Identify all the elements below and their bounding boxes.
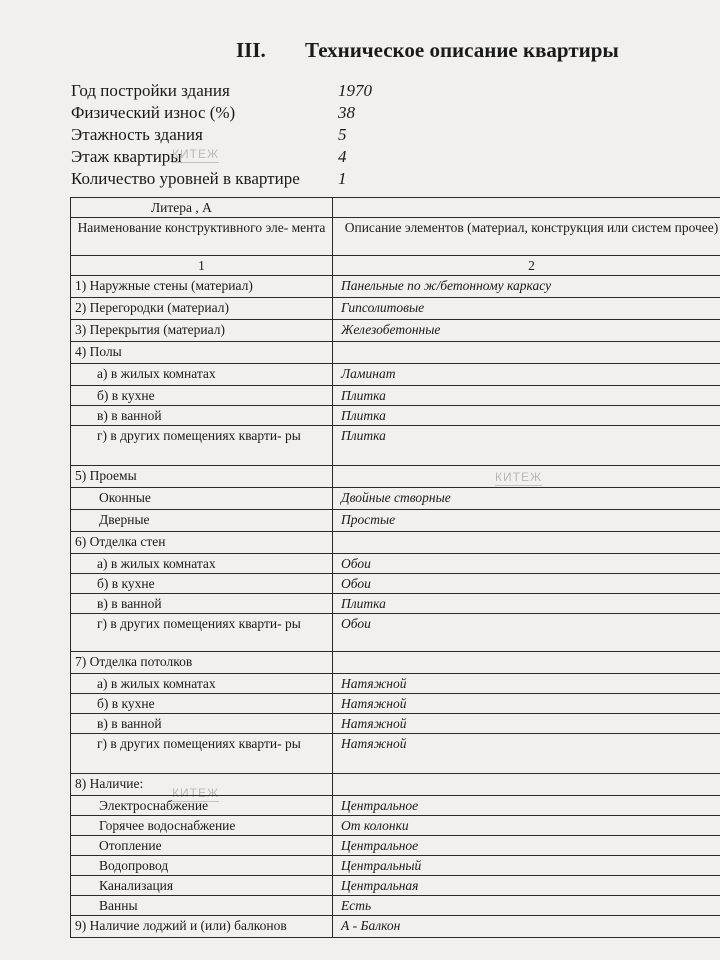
param-value: 1 [338,169,347,188]
table-header-row [71,218,720,256]
param-value: 5 [338,125,347,144]
param-label: Количество уровней в квартире [71,169,300,188]
table-row [71,694,720,714]
element-description [333,466,720,488]
element-description: Железобетонные [333,320,720,342]
table-row [71,342,720,364]
litera-cell: Литера , А [71,198,333,218]
table-row [71,674,720,694]
column-number: 1 [71,256,333,276]
table-row [71,426,720,466]
param-value: 1970 [338,81,372,100]
table-row [71,386,720,406]
element-name: а) в жилых комнатах [71,554,333,574]
element-description: Гипсолитовые [333,298,720,320]
element-name: г) в других помещениях кварти- ры [71,614,333,652]
element-description: Плитка [333,406,720,426]
watermark: КИТЕЖ [172,786,220,800]
element-name: г) в других помещениях кварти- ры [71,734,333,774]
table-row [71,510,720,532]
column-header-description: Описание элементов (материал, конструкция или систем прочее) [333,218,720,256]
table-row [71,734,720,774]
element-name: 2) Перегородки (материал) [71,298,333,320]
element-name: а) в жилых комнатах [71,674,333,694]
element-name: 9) Наличие лоджий и (или) балконов [71,916,333,938]
element-description: Плитка [333,426,720,466]
element-description: Натяжной [333,734,720,774]
element-description: Натяжной [333,714,720,734]
param-label: Год постройки здания [71,81,230,100]
element-description: Плитка [333,594,720,614]
table-row [71,896,720,916]
element-name: Электроснабжение [71,796,333,816]
section-number: III. [236,38,266,62]
element-name: Оконные [71,488,333,510]
element-description: Панельные по ж/бетонному каркасу [333,276,720,298]
watermark: КИТЕЖ [495,470,543,484]
page-bottom-cut [290,946,296,960]
table-litera-row [71,198,720,218]
table-row [71,836,720,856]
param-value: 38 [338,103,355,122]
element-description: Центральная [333,876,720,896]
element-description: Обои [333,554,720,574]
empty-cell [333,198,720,218]
element-description: Центральное [333,836,720,856]
element-description: Есть [333,896,720,916]
element-description: Ламинат [333,364,720,386]
watermark: КИТЕЖ [172,147,220,161]
element-name: 1) Наружные стены (материал) [71,276,333,298]
table-row [71,876,720,896]
element-name: Горячее водоснабжение [71,816,333,836]
table-number-row [71,256,720,276]
table-row [71,856,720,876]
table-row [71,816,720,836]
section-heading: Техническое описание квартиры [305,38,619,62]
table-row [71,320,720,342]
column-header-name: Наименование конструктивного эле- мента [71,218,333,256]
table-row [71,796,720,816]
table-row [71,554,720,574]
element-name: б) в кухне [71,574,333,594]
element-name: г) в других помещениях кварти- ры [71,426,333,466]
element-description [333,652,720,674]
element-description: Двойные створные [333,488,720,510]
param-label: Этаж квартиры [71,147,182,166]
element-description: А - Балкон [333,916,720,938]
element-name: 8) Наличие: [71,774,333,796]
table-row [71,652,720,674]
table-row [71,574,720,594]
table-row [71,364,720,386]
element-description [333,532,720,554]
element-name: в) в ванной [71,714,333,734]
element-description [333,342,720,364]
element-description [333,774,720,796]
element-name: Водопровод [71,856,333,876]
element-description: Простые [333,510,720,532]
table-row [71,916,720,938]
element-description: Плитка [333,386,720,406]
element-name: Отопление [71,836,333,856]
table-row [71,488,720,510]
element-name: 7) Отделка потолков [71,652,333,674]
table-row [71,466,720,488]
column-number: 2 [333,256,720,276]
table-row [71,614,720,652]
element-description: Обои [333,614,720,652]
element-name: б) в кухне [71,694,333,714]
table-row [71,276,720,298]
element-name: Ванны [71,896,333,916]
element-name: 4) Полы [71,342,333,364]
element-description: Обои [333,574,720,594]
param-label: Физический износ (%) [71,103,236,122]
element-description: Натяжной [333,694,720,714]
element-name: 5) Проемы [71,466,333,488]
element-name: в) в ванной [71,406,333,426]
param-value: 4 [338,147,347,166]
param-label: Этажность здания [71,125,203,144]
element-description: Натяжной [333,674,720,694]
technical-description-table [70,197,720,938]
element-name: Дверные [71,510,333,532]
table-row [71,406,720,426]
element-name: 6) Отделка стен [71,532,333,554]
table-row [71,774,720,796]
element-description: От колонки [333,816,720,836]
element-name: в) в ванной [71,594,333,614]
element-description: Центральный [333,856,720,876]
table-row [71,298,720,320]
table-row [71,594,720,614]
element-name: а) в жилых комнатах [71,364,333,386]
element-name: б) в кухне [71,386,333,406]
element-name: 3) Перекрытия (материал) [71,320,333,342]
table-row [71,532,720,554]
element-description: Центральное [333,796,720,816]
table-row [71,714,720,734]
element-name: Канализация [71,876,333,896]
